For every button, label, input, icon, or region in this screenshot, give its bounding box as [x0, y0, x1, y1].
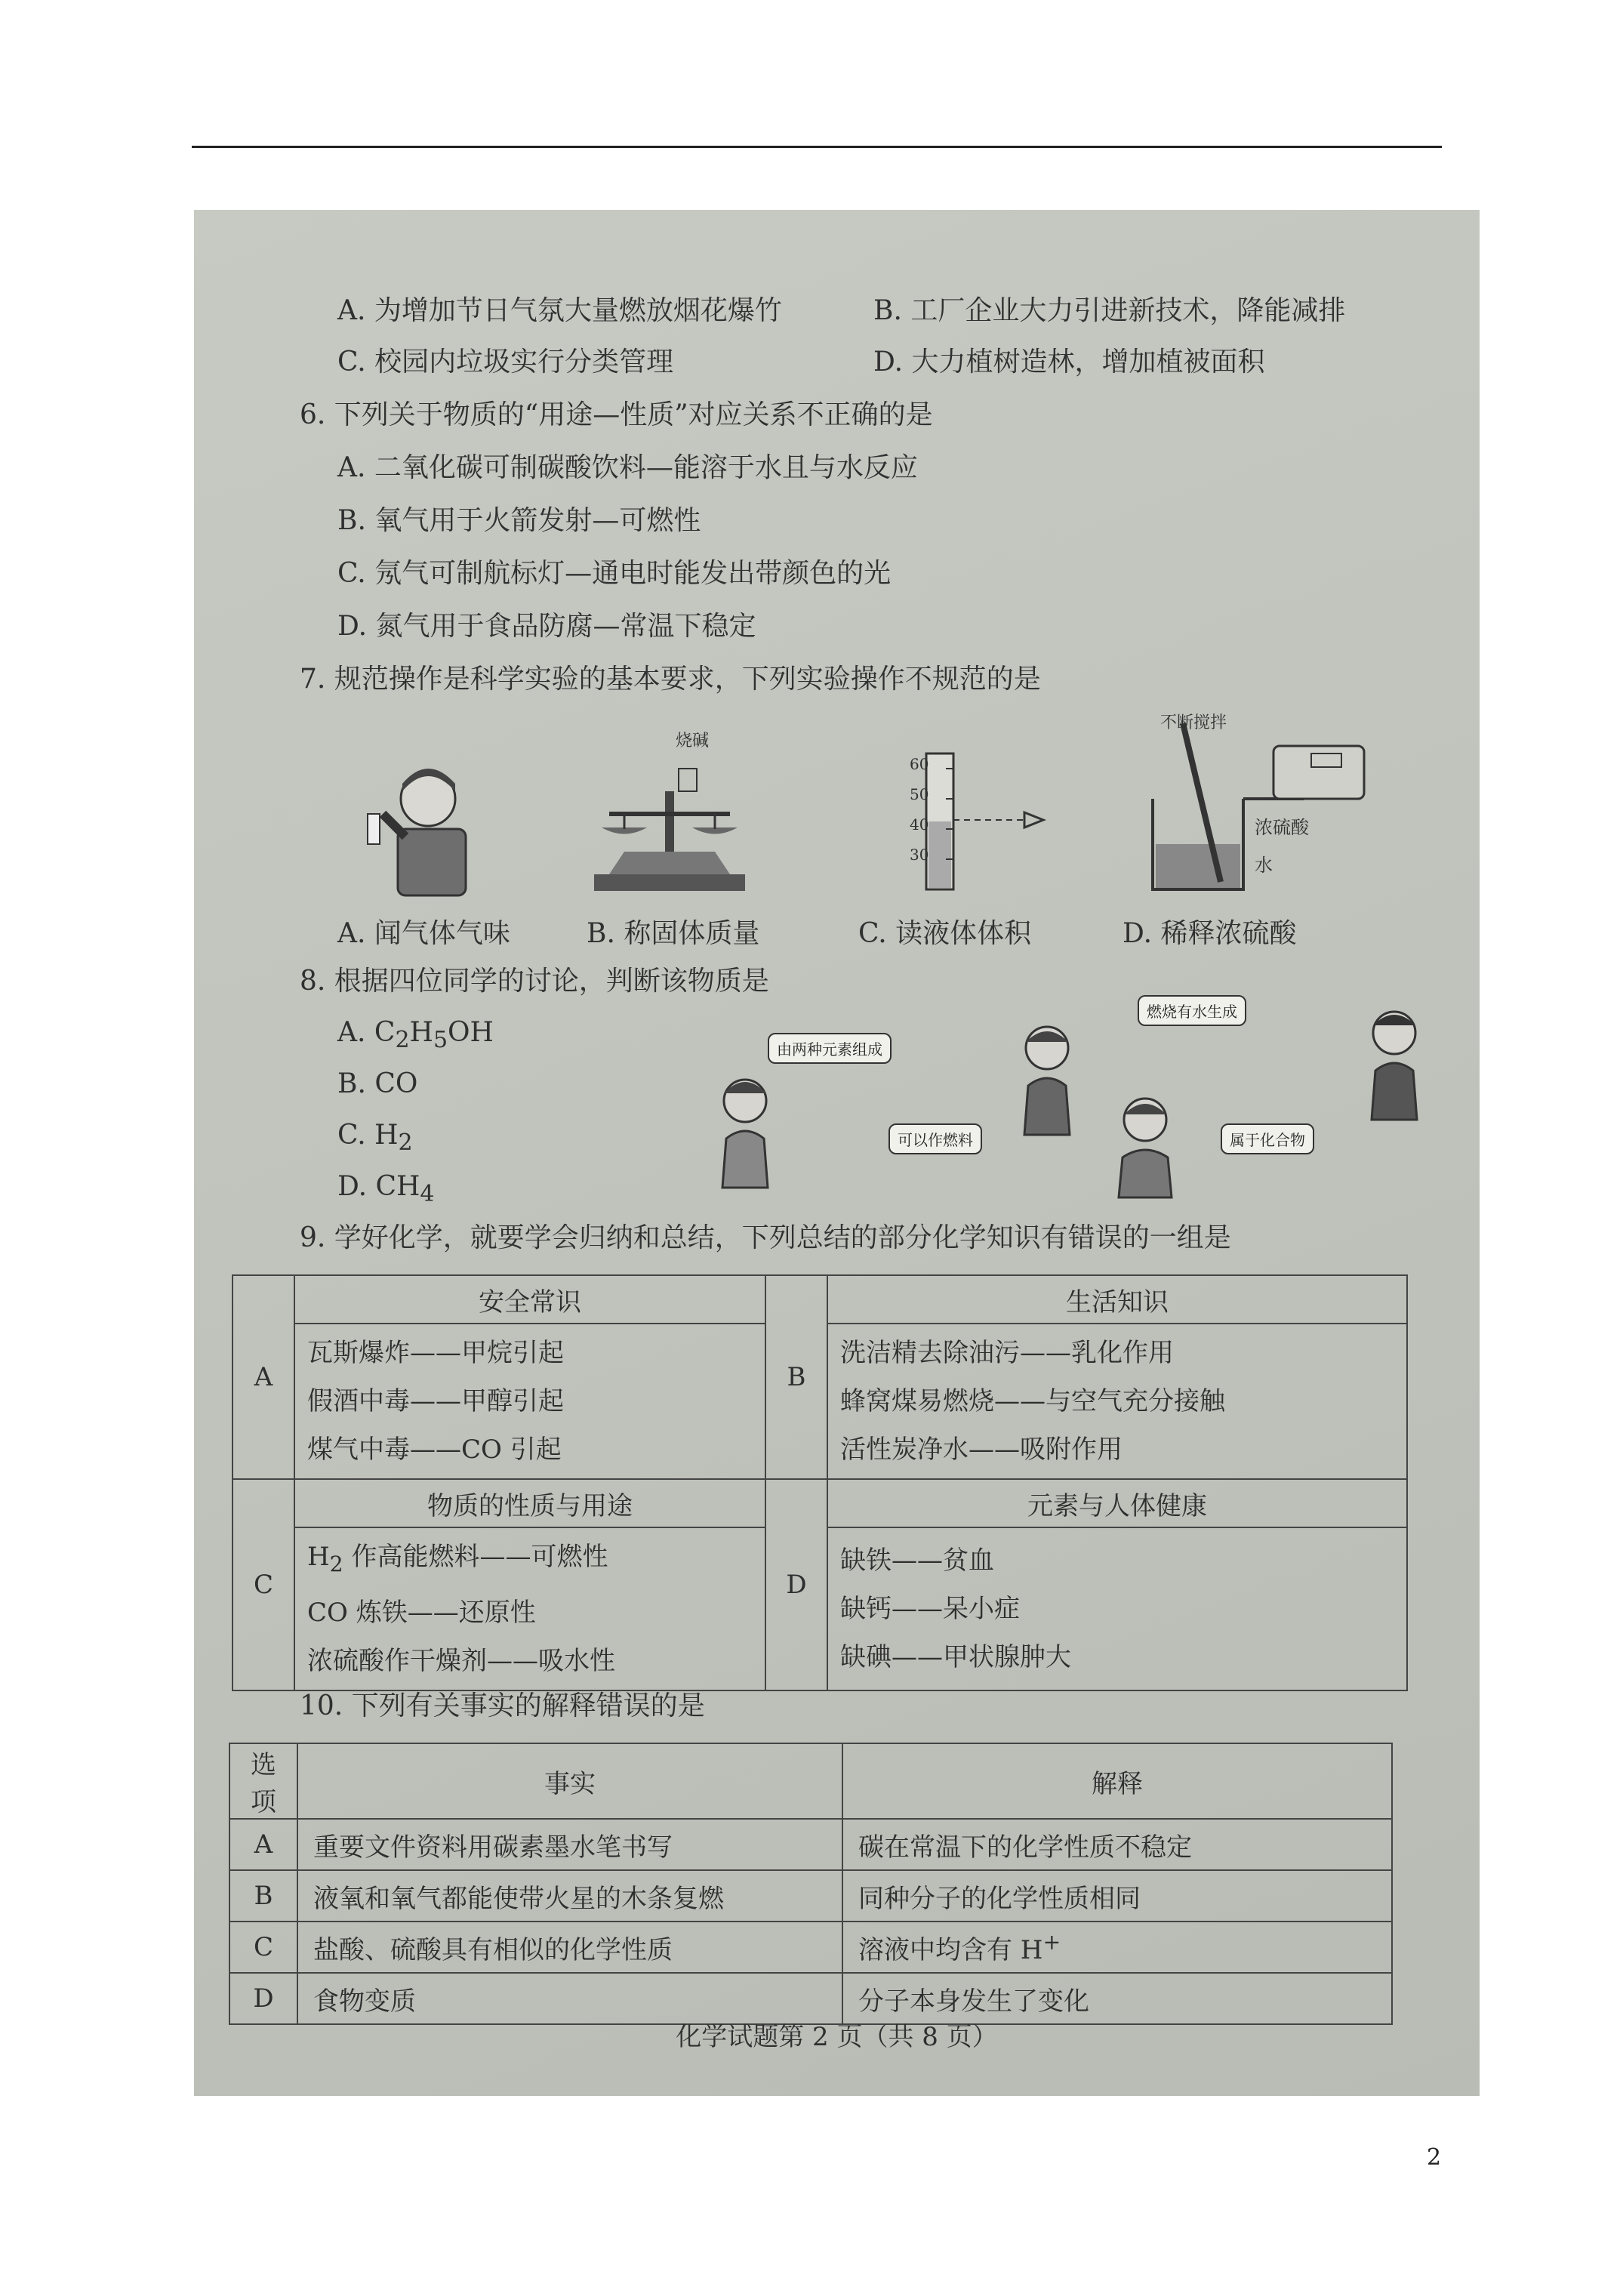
top-rule	[192, 146, 1442, 148]
q9-cell-d	[827, 1527, 1407, 1690]
q10-row-d-option: D	[229, 1973, 297, 2024]
q10-row-d-fact: 食物变质	[297, 1973, 842, 2024]
q9-head-c: 物质的性质与用途	[294, 1479, 765, 1527]
student-2-figure	[1009, 1010, 1092, 1139]
q9-cell-c	[294, 1527, 765, 1690]
balance-illustration	[587, 738, 753, 897]
q10-row-c-fact: 盐酸、硫酸具有相似的化学性质	[297, 1922, 842, 1973]
table-row	[229, 1819, 1392, 1870]
q6-stem: 6. 下列关于物质的“用途—性质”对应关系不正确的是	[300, 399, 933, 430]
q10-row-c-explanation: 溶液中均含有 H+	[842, 1922, 1392, 1973]
speech-bubble-4: 属于化合物	[1221, 1123, 1314, 1154]
cylinder-tick-30: 30	[910, 846, 929, 864]
q9-a-line-1: 瓦斯爆炸——甲烷引起	[307, 1338, 564, 1368]
q9-d-line-2: 缺钙——呆小症	[840, 1593, 1020, 1624]
stir-label: 不断搅拌	[1160, 713, 1227, 732]
q9-d-line-1: 缺铁——贫血	[840, 1545, 994, 1576]
student-4-figure	[1357, 995, 1440, 1123]
cylinder-tick-60: 60	[910, 755, 929, 773]
q10-row-b-explanation: 同种分子的化学性质相同	[842, 1870, 1392, 1922]
speech-bubble-1: 由两种元素组成	[768, 1033, 892, 1064]
page-number: 2	[1427, 2144, 1442, 2171]
q10-header-row	[229, 1743, 1392, 1819]
beaker-label: 烧碱	[676, 732, 710, 750]
q10-row-c-option: C	[229, 1922, 297, 1973]
q8-option-c: C. $H_2$	[337, 1120, 413, 1157]
q9-letter-b: B	[765, 1275, 827, 1479]
cylinder-tick-50: 50	[910, 785, 929, 803]
q7-caption-a: A. 闻气体气味	[337, 918, 510, 949]
student-1-figure	[707, 1063, 790, 1191]
q6-option-a: A. 二氧化碳可制碳酸饮料—能溶于水且与水反应	[337, 452, 918, 483]
q10-row-d-explanation: 分子本身发生了变化	[842, 1973, 1392, 2024]
q9-a-line-3: 煤气中毒——CO 引起	[307, 1435, 562, 1465]
q8-stem: 8. 根据四位同学的讨论，判断该物质是	[300, 966, 769, 997]
table-row	[229, 1922, 1392, 1973]
q9-c-line-3: 浓硫酸作干燥剂——吸水性	[307, 1645, 615, 1676]
exam-page-footer: 化学试题第 2 页（共 8 页）	[676, 2022, 998, 2052]
q9-b-line-3: 活性炭净水——吸附作用	[840, 1435, 1123, 1465]
q6-option-d: D. 氮气用于食品防腐—常温下稳定	[337, 611, 756, 642]
q10-row-a-explanation: 碳在常温下的化学性质不稳定	[842, 1819, 1392, 1870]
q7-caption-d: D. 稀释浓硫酸	[1123, 918, 1297, 949]
q7-caption-c: C. 读液体体积	[858, 918, 1032, 949]
q10-row-b-option: B	[229, 1870, 297, 1922]
q9-cell-a	[294, 1324, 765, 1479]
q6-option-c: C. 氖气可制航标灯—通电时能发出带颜色的光	[337, 558, 892, 589]
q8-option-d: D. $CH_4$	[337, 1171, 435, 1208]
q9-stem: 9. 学好化学，就要学会归纳和总结，下列总结的部分化学知识有错误的一组是	[300, 1222, 1231, 1253]
q7-stem: 7. 规范操作是科学实验的基本要求，下列实验操作不规范的是	[300, 664, 1041, 695]
q9-c-line-1: $H_2$ 作高能燃料——可燃性	[307, 1542, 608, 1576]
student-3-figure	[1107, 1086, 1190, 1199]
smelling-gas-illustration	[345, 754, 481, 897]
q9-head-a: 安全常识	[294, 1275, 765, 1324]
q10-row-a-fact: 重要文件资料用碳素墨水笔书写	[297, 1819, 842, 1870]
q5-option-b: B. 工厂企业大力引进新技术，降能减排	[873, 295, 1346, 326]
acid-label: 浓硫酸	[1255, 817, 1309, 838]
q9-b-line-1: 洗洁精去除油污——乳化作用	[840, 1338, 1174, 1368]
q6-option-b: B. 氧气用于火箭发射—可燃性	[337, 505, 701, 536]
q9-letter-d: D	[765, 1479, 827, 1690]
scanned-exam-photo	[194, 210, 1480, 2096]
q9-d-line-3: 缺碘——甲状腺肿大	[840, 1641, 1071, 1672]
q7-caption-b: B. 称固体质量	[587, 918, 760, 949]
speech-bubble-3: 燃烧有水生成	[1138, 995, 1246, 1026]
q10-header-option: 选项	[229, 1743, 297, 1819]
q5-option-a: A. 为增加节日气氛大量燃放烟花爆竹	[337, 295, 782, 326]
q5-option-c: C. 校园内垃圾实行分类管理	[337, 347, 674, 378]
table-row	[229, 1870, 1392, 1922]
q10-header-explanation: 解释	[842, 1743, 1392, 1819]
q8-option-b: B. CO	[337, 1068, 418, 1099]
dilution-illustration	[1130, 708, 1372, 905]
q10-stem: 10. 下列有关事实的解释错误的是	[300, 1690, 705, 1721]
q9-head-b: 生活知识	[827, 1275, 1407, 1324]
q9-letter-c: C	[233, 1479, 294, 1690]
q9-c-line-2: CO 炼铁——还原性	[307, 1597, 536, 1628]
q8-option-a: A. $C_2H_5OH$	[337, 1017, 494, 1054]
q9-a-line-2: 假酒中毒——甲醇引起	[307, 1386, 564, 1416]
q5-option-d: D. 大力植树造林，增加植被面积	[873, 347, 1265, 378]
q9-head-d: 元素与人体健康	[827, 1479, 1407, 1527]
q9-b-line-2: 蜂窝煤易燃烧——与空气充分接触	[840, 1386, 1225, 1416]
q9-letter-a: A	[233, 1275, 294, 1479]
speech-bubble-2: 可以作燃料	[888, 1123, 982, 1154]
q10-header-fact: 事实	[297, 1743, 842, 1819]
cylinder-tick-40: 40	[910, 815, 929, 834]
q10-row-a-option: A	[229, 1819, 297, 1870]
q10-row-b-fact: 液氧和氧气都能使带火星的木条复燃	[297, 1870, 842, 1922]
q10-table	[229, 1743, 1393, 2025]
q9-table	[232, 1274, 1408, 1691]
water-label: 水	[1255, 855, 1273, 876]
q9-cell-b	[827, 1324, 1407, 1479]
